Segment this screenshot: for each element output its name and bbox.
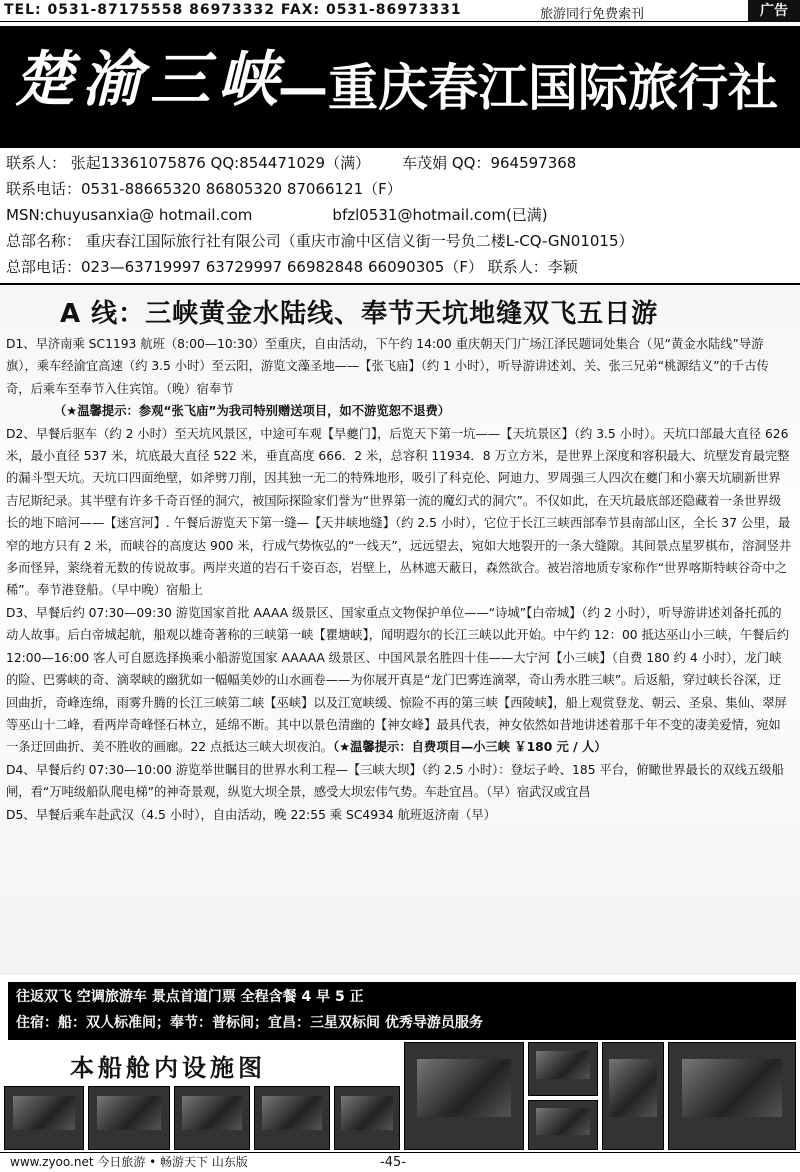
msn-1: MSN:chuyusanxia@ hotmail.com: [6, 206, 253, 224]
cabin-photo: [174, 1086, 250, 1150]
banner: [0, 26, 800, 148]
page-number: -45-: [380, 1155, 406, 1170]
service-row-1: 往返双飞 空调旅游车 景点首道门票 全程含餐 4 早 5 正: [16, 989, 364, 1005]
cabin-photo: [528, 1042, 598, 1096]
route-title: A 线：三峡黄金水陆线、奉节天坑地缝双飞五日游: [60, 299, 659, 329]
service-row-2: 住宿：船：双人标准间；奉节：普标间；宜昌：三星双标间 优秀导游员服务: [16, 1015, 483, 1031]
day-3-tip: （★温馨提示：自费项目—小三峡 ￥180 元 / 人）: [332, 740, 607, 755]
day-1: D1、早济南乘 SC1193 航班（8:00—10:30）至重庆，自由活动，下午约 14:00 重庆朝天门广场江泽民题词处集合（见“黄金水陆线”导游旗），乘车经渝宜高速（约 3.5 小时）至云阳，游览文藻圣地——【张飞庙】（约 1 小时），听导游讲述刘、关、张三兄弟“桃源结义”的千古传奇，后乘车至奉节入住宾馆。（晚）宿奉节: [6, 337, 769, 396]
cabin-photo: [334, 1086, 400, 1150]
msn-2: bfzl0531@hotmail.com(已满): [332, 206, 548, 224]
day-5: D5、早餐后乘车赴武汉（4.5 小时），自由活动，晚 22:55 乘 SC4934 航班返济南（早）: [6, 807, 496, 822]
hq-name: 总部名称： 重庆春江国际旅行社有限公司（重庆市渝中区信义街一号负二楼L-CQ-GN01015）: [6, 232, 634, 250]
cabin-photo: [254, 1086, 330, 1150]
facility-section: [0, 1040, 800, 1152]
contact-block: [6, 150, 796, 280]
itinerary: [6, 333, 792, 826]
service-info: [8, 982, 796, 1040]
top-strip: [0, 0, 800, 22]
ad-tag: 广告: [748, 0, 800, 22]
hq-phone: 总部电话：023—63719997 63729997 66982848 66090305（F） 联系人：李颖: [6, 258, 578, 276]
contact-person-1: 联系人： 张起13361075876 QQ:854471029（满）: [6, 154, 371, 172]
brand-calligraphy: 楚渝三峡: [14, 45, 286, 115]
contact-msn: [6, 202, 796, 228]
cabin-photo: [602, 1042, 664, 1150]
day-1-tip: （★温馨提示：参观“张飞庙”为我司特别赠送项目，如不游览恕不退费）: [54, 404, 451, 419]
contact-phone: 联系电话：0531-88665320 86805320 87066121（F）: [6, 180, 402, 198]
day-2: D2、早餐后驱车（约 2 小时）至天坑风景区，中途可车观【旱夔门】，后览天下第一坑——【天坑景区】（约 3.5 小时）。天坑口部最大直径 626 米，最小直径 537 米，坑底最大直径 522 米，垂直高度 666．2 米，总容积 11934．8 万立方米，是世界上深度和容积最大、坑壁发育最完整的漏斗型天坑。天坑口四面绝壁，如斧劈刀削，因其独一无二的特殊地形，吸引了科克伦、阿迪力、罗周强三人四次在夔门和小寨天坑刷新世界吉尼斯纪录。其半壁有许多千奇百怪的洞穴，被国际探险家们誉为“世界第一流的魔幻式的洞穴”。不仅如此，在天坑最底部还隐藏着一条世界级长的地下暗河——【迷宫河】. 午餐后游览天下第一缝—【天井峡地缝】（约 2.5 小时），它位于长江三峡西部奉节县南部山区，全长 37 公里，最窄的地方只有 2 米，而峡谷的高度达 900 米，行成气势恢弘的“一线天”，远远望去，宛如大地裂开的一条大缝隙。其间景点星罗棋布，溶洞竖井多而怪异，萦绕着无数的传说故事。两岸夹道的岩石千姿百态，岩壁上，丛林遮天蔽日，森然欲合。被岩溶地质专家称作“世界喀斯特峡谷奇中之稀”。奉节港登船。（早中晚）宿船上: [6, 426, 792, 598]
day-4: D4、早餐后约 07:30—10:00 游览举世瞩目的世界水利工程—【三峡大坝】（约 2.5 小时）：登坛子岭、185 平台，俯瞰世界最长的双线五级船闸，看“万吨级船队爬电梯”的神奇景观，纵览大坝全景，感受大坝宏伟气势。车赴宜昌。（早）宿武汉或宜昌: [6, 762, 784, 800]
cabin-photo: [528, 1100, 598, 1150]
cabin-photo: [4, 1086, 84, 1150]
cabin-photo: [404, 1042, 524, 1150]
footer-site: www.zyoo.net 今日旅游 • 畅游天下 山东版: [10, 1155, 248, 1169]
route-section: [0, 283, 800, 975]
facility-title: 本船舱内设施图: [70, 1053, 266, 1082]
cabin-photo: [88, 1086, 170, 1150]
index-label: 旅游同行免费索刊: [540, 7, 645, 22]
company-name: —重庆春江国际旅行社: [278, 59, 778, 117]
tel-fax-line: TEL: 0531-87175558 86973332 FAX: 0531-86973331: [4, 2, 462, 18]
cabin-photo: [668, 1042, 796, 1150]
day-3: [6, 602, 792, 759]
footer: [0, 1152, 800, 1172]
day-3-text: D3、早餐后约 07:30—09:30 游览国家首批 AAAA 级景区、国家重点文物保护单位——“诗城”【白帝城】（约 2 小时），听导游讲述刘备托孤的动人故事。后白帝城起航，船观以雄奇著称的三峡第一峡【瞿塘峡】，闻明遐尔的长江三峡以此开始。中午约 12：00 抵达巫山小三峡，午餐后约 12:00—16:00 客人可自愿选择换乘小船游览国家 AAAAA 级景区、中国风景名胜四十佳——大宁河【小三峡】（自费 180 约 4 小时），龙门峡的险、巴雾峡的奇、滴翠峡的幽犹如一幅幅美妙的山水画卷——为你展开真是“龙门巴雾连滴翠，奇山秀水胜三峡”。后返船，穿过峡长谷深，迂回曲折，奇峰连绵，雨雾升腾的长江三峡第二峡【巫峡】以及江宽峡缓、惊险不再的第三峡【西陵峡】，船上观赏登龙、朝云、圣泉、集仙、翠屏等巫山十二峰，看两岸奇峰怪石林立，延绵不断。其中以景色清幽的【神女峰】最具代表，神女依然如昔地讲述着那千年不变的凄美爱情，宛如一条迂回曲折、美不胜收的画廊。22 点抵达三峡大坝夜泊。: [6, 605, 790, 755]
contact-row: [6, 150, 796, 176]
contact-person-2: 车茂娟 QQ：964597368: [402, 154, 577, 172]
